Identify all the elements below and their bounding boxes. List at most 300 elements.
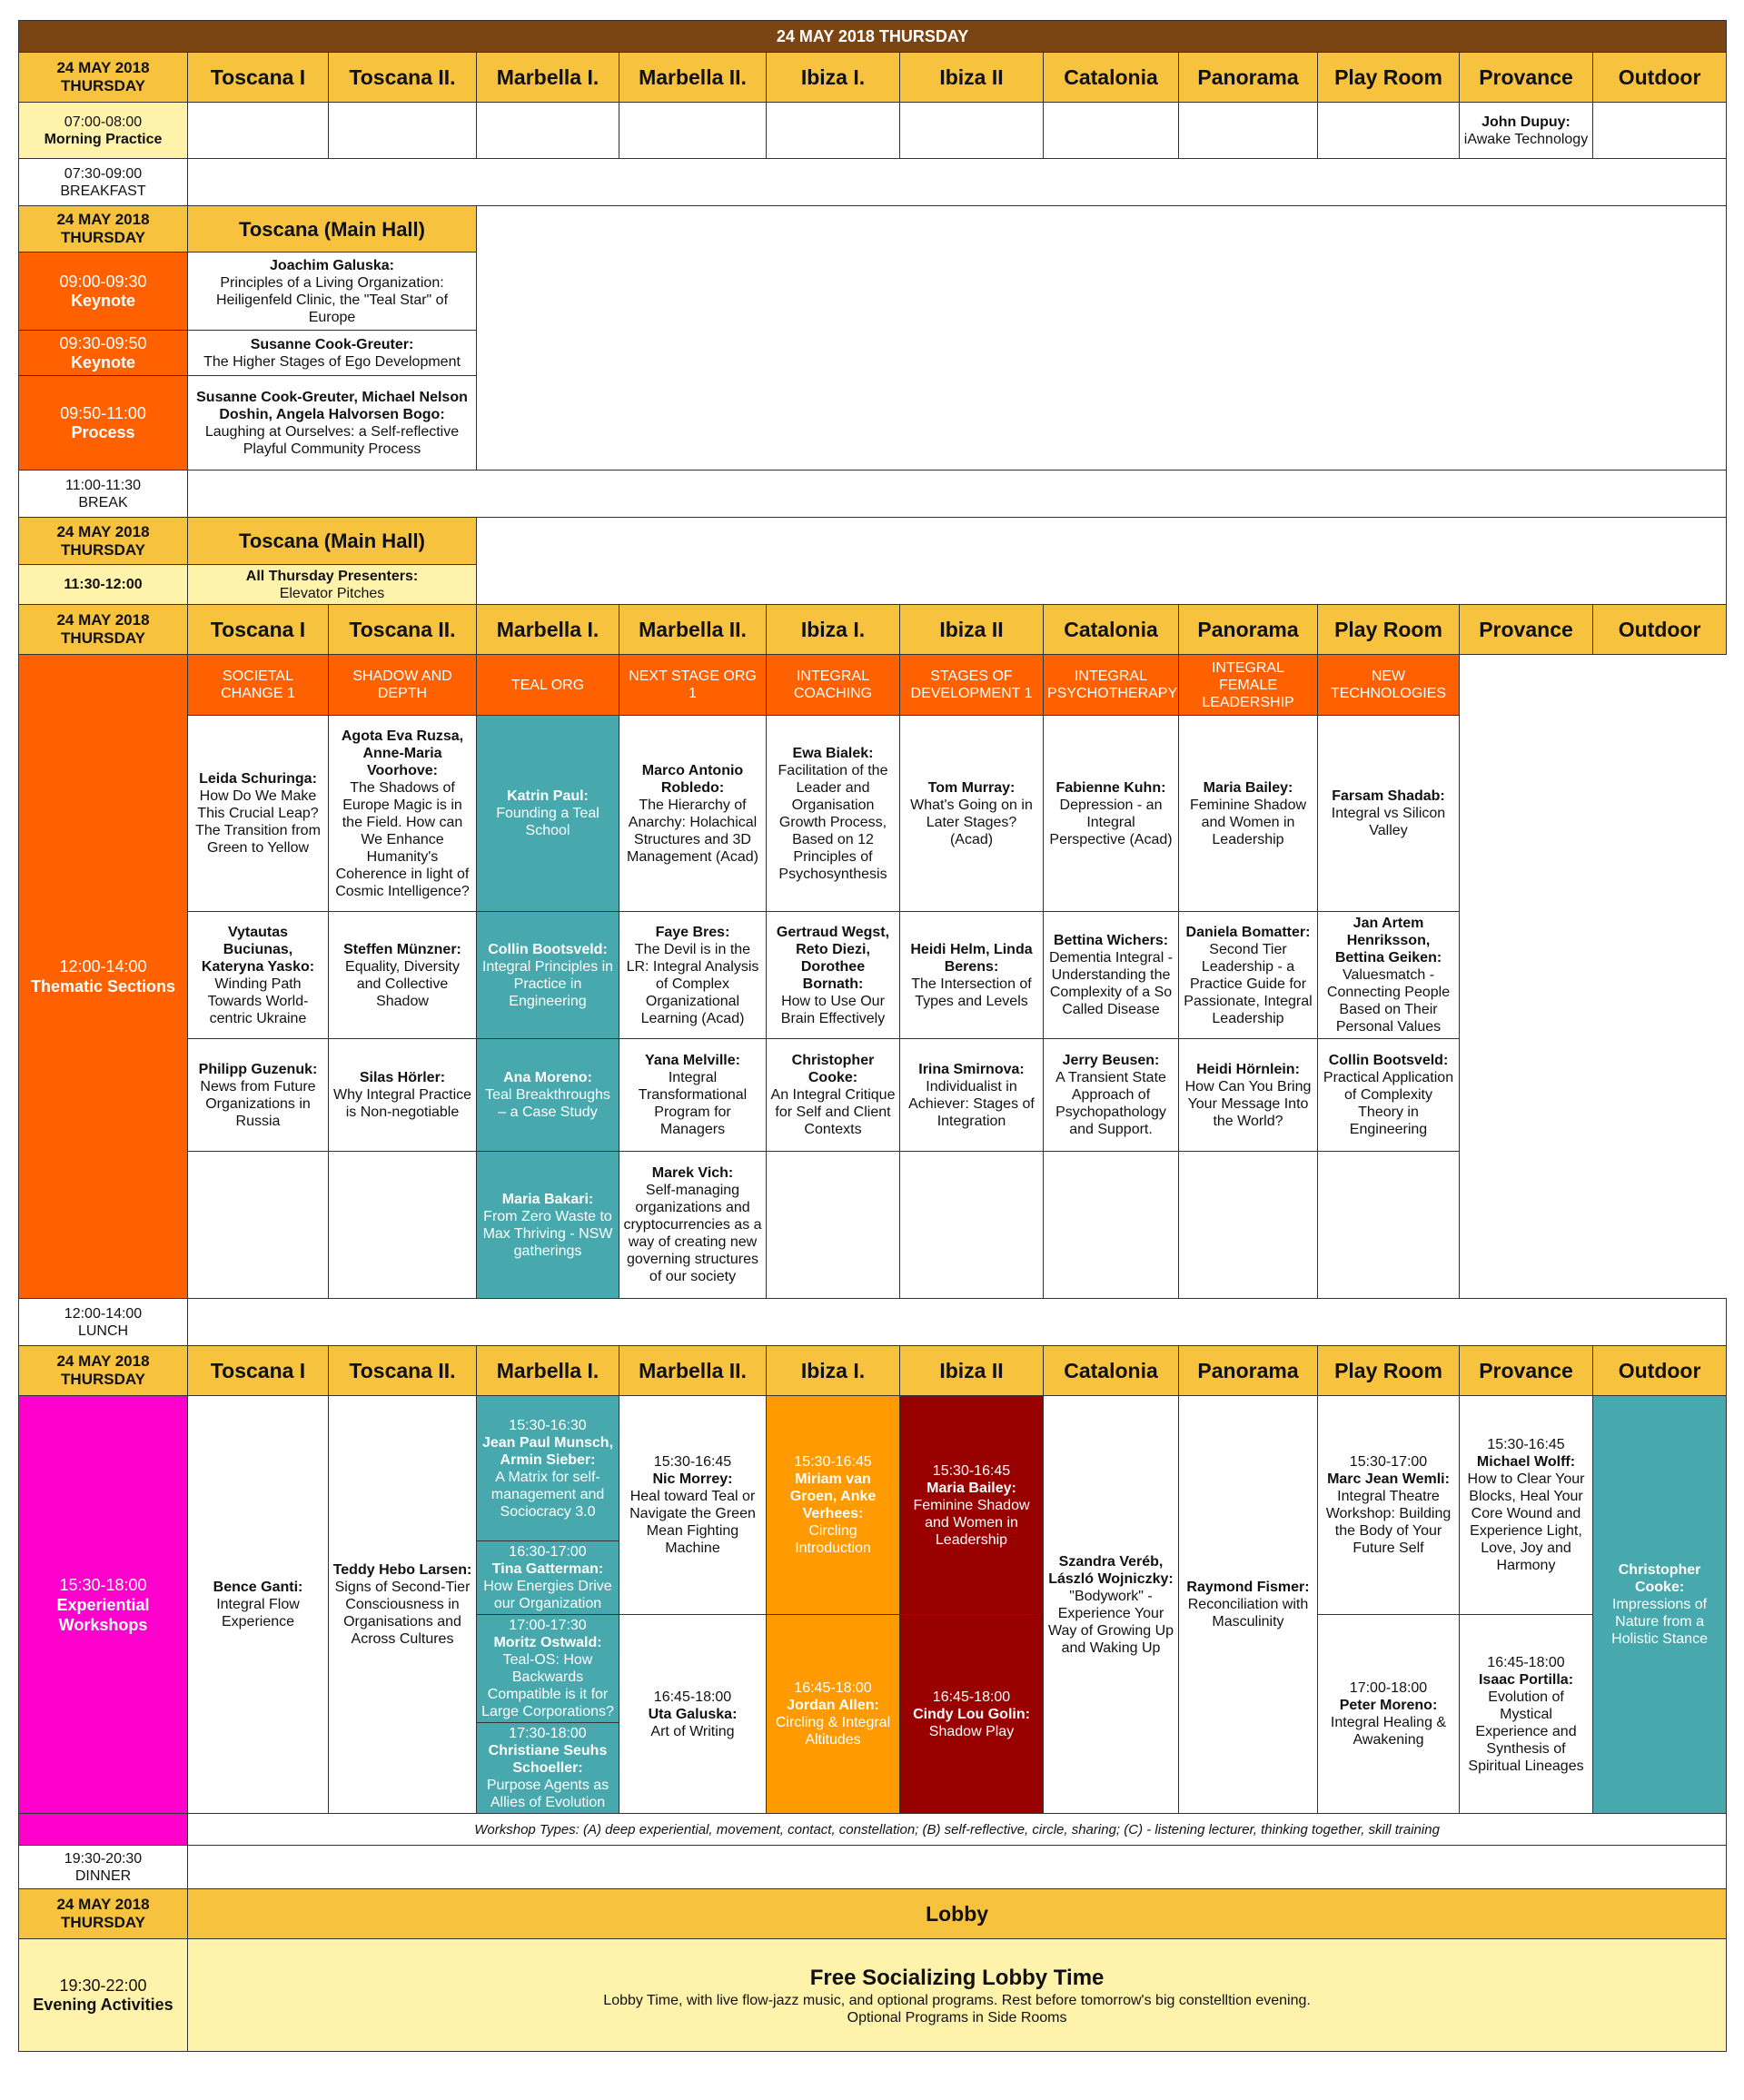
lobby-line-2: Optional Programs in Side Rooms bbox=[847, 2009, 1067, 2026]
session-card[interactable] bbox=[1318, 1039, 1460, 1152]
room-header: Toscana I bbox=[188, 53, 329, 103]
date-label bbox=[19, 1346, 188, 1396]
room-header: Marbella II. bbox=[619, 1346, 767, 1396]
evening-time-cell bbox=[19, 1939, 188, 2052]
lunch-span bbox=[188, 1299, 1727, 1346]
room-header: Ibiza II bbox=[900, 605, 1044, 655]
session-title: Why Integral Practice is Non-negotiable bbox=[332, 1087, 472, 1120]
pink-spacer bbox=[19, 1814, 188, 1846]
empty-area bbox=[1460, 655, 1727, 1299]
empty-cell bbox=[619, 103, 767, 159]
session-title: Signs of Second-Tier Consciousness in Organisations and Across Cultures bbox=[334, 1580, 471, 1647]
lobby-line-1: Lobby Time, with live flow-jazz music, and optional programs. Rest before tomorrow's big constelltion evening. bbox=[603, 1992, 1311, 2008]
presenter-name: Nic Morrey: bbox=[652, 1471, 733, 1487]
session-title: Feminine Shadow and Women in Leadership bbox=[913, 1497, 1030, 1548]
session-title: Integral Theatre Workshop: Building the Body of Your Future Self bbox=[1325, 1489, 1452, 1556]
presenter-name: Jan Artem Henriksson, Bettina Geiken: bbox=[1334, 916, 1442, 966]
empty-cell bbox=[1044, 1152, 1179, 1299]
session-title: Integral vs Silicon Valley bbox=[1331, 806, 1446, 838]
session-card[interactable] bbox=[1044, 1039, 1179, 1152]
slot-label: Keynote bbox=[70, 291, 135, 310]
session-title: Teal-OS: How Backwards Compatible is it for Large Corporations? bbox=[481, 1652, 614, 1719]
date-label bbox=[19, 53, 188, 103]
pitches-time-cell bbox=[19, 565, 188, 605]
session-title: Equality, Diversity and Collective Shadow bbox=[345, 958, 460, 1009]
room-header: Marbella II. bbox=[619, 53, 767, 103]
slot-time: 09:30-09:50 bbox=[59, 333, 147, 352]
slot-label: Process bbox=[71, 422, 135, 441]
slot-label: Experiential Workshops bbox=[56, 1595, 150, 1634]
session-time: 16:45-18:00 bbox=[653, 1689, 732, 1705]
presenter-name: All Thursday Presenters: bbox=[245, 568, 419, 584]
session-title: Reconciliation with Masculinity bbox=[1187, 1597, 1309, 1629]
room-header: Marbella II. bbox=[619, 605, 767, 655]
track-label: SHADOW AND DEPTH bbox=[329, 655, 477, 716]
session-card[interactable] bbox=[619, 1039, 767, 1152]
empty-area bbox=[477, 206, 1727, 471]
empty-cell bbox=[900, 103, 1044, 159]
session-title: A Matrix for self-management and Sociocracy 3.0 bbox=[490, 1469, 605, 1520]
lobby-title: Free Socializing Lobby Time bbox=[809, 1965, 1105, 1990]
session-card[interactable] bbox=[900, 1615, 1044, 1814]
presenter-name: Raymond Fismer: bbox=[1186, 1580, 1310, 1595]
room-header: Play Room bbox=[1318, 605, 1460, 655]
main-hall-header: Toscana (Main Hall) bbox=[188, 206, 477, 253]
room-header: Catalonia bbox=[1044, 605, 1179, 655]
session-card[interactable] bbox=[1044, 716, 1179, 912]
empty-cell bbox=[329, 103, 477, 159]
page-title: 24 MAY 2018 THURSDAY bbox=[19, 21, 1727, 53]
date-line-2: THURSDAY bbox=[61, 1914, 145, 1931]
session-title: News from Future Organizations in Russia bbox=[200, 1078, 316, 1129]
session-title: The Shadows of Europe Magic is in the Field. How can We Enhance Humanity's Coherence in light of Cosmic Intelligence? bbox=[335, 779, 470, 899]
break-time: 11:00-11:30 bbox=[64, 477, 142, 493]
session-title: iAwake Technology bbox=[1463, 131, 1589, 147]
empty-area bbox=[477, 518, 1727, 605]
empty-cell bbox=[767, 1152, 900, 1299]
room-header: Toscana II. bbox=[329, 605, 477, 655]
session-card[interactable] bbox=[767, 1396, 900, 1615]
session-title: Winding Path Towards World-centric Ukraine bbox=[207, 976, 309, 1026]
date-label bbox=[19, 605, 188, 655]
presenter-name: Marco Antonio Robledo: bbox=[641, 762, 744, 796]
presenter-name: Susanne Cook-Greuter, Michael Nelson Doshin, Angela Halvorsen Bogo: bbox=[196, 389, 468, 422]
session-title: The Devil is in the LR: Integral Analysis of Complex Organizational Learning (Acad) bbox=[626, 941, 759, 1026]
session-title: Impressions of Nature from a Holistic Stance bbox=[1611, 1597, 1708, 1647]
track-label: INTEGRAL COACHING bbox=[767, 655, 900, 716]
session-time: 15:30-17:00 bbox=[1349, 1454, 1428, 1470]
presenter-name: Agota Eva Ruzsa, Anne-Maria Voorhove: bbox=[341, 728, 464, 778]
room-header: Panorama bbox=[1179, 53, 1318, 103]
session-time: 17:30-18:00 bbox=[509, 1726, 587, 1741]
date-line-1: 24 MAY 2018 bbox=[56, 1352, 150, 1370]
slot-label: Evening Activities bbox=[33, 1995, 173, 2014]
session-title: Heal toward Teal or Navigate the Green Mean Fighting Machine bbox=[629, 1489, 756, 1556]
session-card[interactable] bbox=[1179, 1396, 1318, 1814]
empty-cell bbox=[767, 103, 900, 159]
morning-time-cell bbox=[19, 103, 188, 159]
session-card[interactable] bbox=[1318, 1615, 1460, 1814]
breakfast-span bbox=[188, 159, 1727, 206]
room-header: Marbella I. bbox=[477, 605, 619, 655]
session-title: Founding a Teal School bbox=[496, 806, 600, 838]
session-title: Depression - an Integral Perspective (Acad) bbox=[1049, 797, 1173, 847]
morning-time: 07:00-08:00 bbox=[64, 114, 143, 130]
presenter-name: Maria Bailey: bbox=[1203, 779, 1293, 796]
session-card[interactable] bbox=[329, 716, 477, 912]
track-label: NEXT STAGE ORG 1 bbox=[619, 655, 767, 716]
date-line-2: THURSDAY bbox=[61, 77, 145, 94]
session-time: 15:30-16:30 bbox=[509, 1417, 587, 1433]
slot-time: 11:30-12:00 bbox=[64, 577, 143, 592]
session-title: How Energies Drive our Organization bbox=[483, 1579, 612, 1611]
room-header: Provance bbox=[1460, 53, 1593, 103]
lunch-cell bbox=[19, 1299, 188, 1346]
presenter-name: Heidi Helm, Linda Berens: bbox=[910, 941, 1033, 975]
session-title: Second Tier Leadership - a Practice Guide for Passionate, Integral Leadership bbox=[1184, 941, 1313, 1026]
session-title: "Bodywork" - Experience Your Way of Growing Up and Waking Up bbox=[1047, 1588, 1174, 1656]
date-label bbox=[19, 518, 188, 565]
date-line-2: THURSDAY bbox=[61, 540, 145, 559]
session-card[interactable] bbox=[188, 1039, 329, 1152]
presenter-name: Miriam van Groen, Anke Verhees: bbox=[789, 1471, 877, 1521]
room-header: Ibiza I. bbox=[767, 1346, 900, 1396]
date-line-1: 24 MAY 2018 bbox=[56, 522, 150, 540]
presenter-name: Leida Schuringa: bbox=[199, 771, 317, 787]
session-card[interactable] bbox=[188, 912, 329, 1039]
session-card[interactable] bbox=[188, 253, 477, 331]
room-header: Play Room bbox=[1318, 1346, 1460, 1396]
session-title: Purpose Agents as Allies of Evolution bbox=[486, 1778, 609, 1810]
empty-cell bbox=[1318, 103, 1460, 159]
session-time: 17:00-18:00 bbox=[1349, 1680, 1428, 1696]
session-time: 15:30-16:45 bbox=[932, 1462, 1011, 1479]
room-header: Ibiza II bbox=[900, 1346, 1044, 1396]
session-title: How to Use Our Brain Effectively bbox=[780, 993, 886, 1026]
slot-label: Keynote bbox=[70, 352, 135, 371]
session-title: Valuesmatch - Connecting People Based on Their Personal Values bbox=[1326, 967, 1451, 1035]
session-card[interactable] bbox=[329, 1039, 477, 1152]
room-header: Ibiza I. bbox=[767, 53, 900, 103]
session-title: Facilitation of the Leader and Organisation Growth Process, Based on 12 Principles of Psychosynthesis bbox=[778, 762, 888, 882]
track-label: SOCIETAL CHANGE 1 bbox=[188, 655, 329, 716]
session-time: 16:30-17:00 bbox=[509, 1544, 587, 1560]
session-card[interactable] bbox=[477, 716, 619, 912]
session-card[interactable] bbox=[619, 912, 767, 1039]
session-card[interactable] bbox=[477, 912, 619, 1039]
session-title: Circling Introduction bbox=[795, 1523, 871, 1556]
session-title: The Intersection of Types and Levels bbox=[911, 976, 1032, 1009]
presenter-name: Maria Bakari: bbox=[501, 1191, 594, 1207]
track-label: STAGES OF DEVELOPMENT 1 bbox=[900, 655, 1044, 716]
empty-cell bbox=[329, 1152, 477, 1299]
session-card[interactable] bbox=[1460, 103, 1593, 159]
session-card[interactable] bbox=[188, 716, 329, 912]
dinner-cell bbox=[19, 1846, 188, 1889]
session-card[interactable] bbox=[619, 1396, 767, 1615]
session-title: Elevator Pitches bbox=[279, 585, 385, 601]
track-label: TEAL ORG bbox=[477, 655, 619, 716]
track-label: INTEGRAL PSYCHOTHERAPY bbox=[1044, 655, 1179, 716]
date-line-2: THURSDAY bbox=[61, 629, 145, 647]
rooms-header-row bbox=[19, 1346, 1727, 1396]
presenter-name: Isaac Portilla: bbox=[1478, 1671, 1574, 1688]
session-title: What's Going on in Later Stages? (Acad) bbox=[910, 797, 1033, 847]
presenter-name: Moritz Ostwald: bbox=[493, 1635, 602, 1650]
room-header: Toscana I bbox=[188, 1346, 329, 1396]
session-card[interactable] bbox=[1318, 912, 1460, 1039]
session-title: Art of Writing bbox=[650, 1723, 735, 1739]
session-card[interactable] bbox=[900, 912, 1044, 1039]
room-header: Toscana II. bbox=[329, 1346, 477, 1396]
room-header: Provance bbox=[1460, 1346, 1593, 1396]
session-card[interactable] bbox=[767, 1039, 900, 1152]
date-line-2: THURSDAY bbox=[61, 1371, 145, 1388]
session-title: Evolution of Mystical Experience and Synthesis of Spiritual Lineages bbox=[1468, 1689, 1584, 1774]
presenter-name: Uta Galuska: bbox=[648, 1706, 738, 1722]
presenter-name: Philipp Guzenuk: bbox=[198, 1061, 318, 1077]
track-label: INTEGRAL FEMALE LEADERSHIP bbox=[1179, 655, 1318, 716]
session-title: Integral Flow Experience bbox=[216, 1597, 300, 1629]
dinner-time: 19:30-20:30 bbox=[64, 1850, 143, 1867]
lunch-time: 12:00-14:00 bbox=[64, 1305, 143, 1322]
session-card[interactable] bbox=[1318, 716, 1460, 912]
tracks-row bbox=[19, 655, 1727, 716]
session-card[interactable] bbox=[1044, 1396, 1179, 1814]
empty-cell bbox=[188, 103, 329, 159]
session-card[interactable] bbox=[477, 1615, 619, 1723]
rooms-header-row bbox=[19, 605, 1727, 655]
presenter-name: Szandra Veréb, László Wojniczky: bbox=[1048, 1553, 1174, 1587]
presenter-name: Christopher Cooke: bbox=[791, 1053, 875, 1085]
room-header: Marbella I. bbox=[477, 53, 619, 103]
room-header: Catalonia bbox=[1044, 53, 1179, 103]
date-label bbox=[19, 1889, 188, 1939]
session-time: 15:30-16:45 bbox=[1487, 1437, 1565, 1452]
slot-time: 09:00-09:30 bbox=[59, 272, 147, 291]
room-header: Ibiza II bbox=[900, 53, 1044, 103]
presenter-name: Silas Hörler: bbox=[359, 1070, 446, 1085]
session-title: A Transient State Approach of Psychopathology and Support. bbox=[1055, 1070, 1166, 1137]
room-header: Toscana II. bbox=[329, 53, 477, 103]
lobby-header: Lobby bbox=[188, 1889, 1727, 1939]
presenter-name: Christopher Cooke: bbox=[1618, 1562, 1701, 1595]
session-card[interactable] bbox=[477, 1152, 619, 1299]
session-title: Practical Application of Complexity Theory in Engineering bbox=[1323, 1070, 1454, 1137]
date-label bbox=[19, 206, 188, 253]
session-title: From Zero Waste to Max Thriving - NSW gatherings bbox=[482, 1208, 613, 1259]
room-header: Marbella I. bbox=[477, 1346, 619, 1396]
session-title: Dementia Integral - Understanding the Complexity of a So Called Disease bbox=[1048, 950, 1174, 1017]
session-card[interactable] bbox=[329, 1396, 477, 1814]
session-card[interactable] bbox=[329, 912, 477, 1039]
room-header: Toscana I bbox=[188, 605, 329, 655]
break-label: BREAK bbox=[78, 494, 128, 510]
keynote2-time-cell bbox=[19, 331, 188, 376]
session-card[interactable] bbox=[188, 565, 477, 605]
thematic-time-cell bbox=[19, 655, 188, 1299]
slot-time: 12:00-14:00 bbox=[59, 957, 147, 976]
room-header: Catalonia bbox=[1044, 1346, 1179, 1396]
session-card[interactable] bbox=[477, 1541, 619, 1615]
session-card[interactable] bbox=[1460, 1615, 1593, 1814]
presenter-name: Collin Bootsveld: bbox=[488, 941, 608, 957]
session-card[interactable] bbox=[900, 1396, 1044, 1615]
presenter-name: Daniela Bomatter: bbox=[1185, 924, 1311, 940]
session-card[interactable] bbox=[188, 331, 477, 376]
schedule-table bbox=[18, 20, 1727, 2052]
dinner-span bbox=[188, 1846, 1727, 1889]
session-card[interactable] bbox=[188, 376, 477, 471]
empty-cell bbox=[1044, 103, 1179, 159]
session-time: 16:45-18:00 bbox=[794, 1680, 872, 1696]
slot-time: 09:50-11:00 bbox=[60, 403, 146, 422]
process-time-cell bbox=[19, 376, 188, 471]
session-card[interactable] bbox=[900, 1039, 1044, 1152]
workshops-time-cell bbox=[19, 1396, 188, 1814]
presenter-name: Marc Jean Wemli: bbox=[1327, 1471, 1450, 1487]
session-card[interactable] bbox=[900, 716, 1044, 912]
empty-cell bbox=[1179, 1152, 1318, 1299]
session-card[interactable] bbox=[188, 1396, 329, 1814]
session-title: Integral Transformational Program for Managers bbox=[638, 1070, 748, 1137]
schedule-grid bbox=[18, 20, 1726, 2052]
session-card[interactable] bbox=[619, 1152, 767, 1299]
room-header: Panorama bbox=[1179, 605, 1318, 655]
presenter-name: Joachim Galuska: bbox=[270, 257, 394, 273]
session-card[interactable] bbox=[1460, 1396, 1593, 1615]
rooms-header-row bbox=[19, 53, 1727, 103]
session-card[interactable] bbox=[477, 1396, 619, 1541]
presenter-name: Peter Moreno: bbox=[1339, 1698, 1438, 1713]
break-cell bbox=[19, 471, 188, 518]
presenter-name: Yana Melville: bbox=[645, 1053, 740, 1068]
session-title: How to Clear Your Blocks, Heal Your Core Wound and Experience Light, Love, Joy and Harmony bbox=[1467, 1471, 1585, 1573]
presenter-name: Heidi Hörnlein: bbox=[1196, 1061, 1300, 1077]
session-card[interactable] bbox=[1593, 1396, 1727, 1814]
session-title: Shadow Play bbox=[928, 1723, 1015, 1739]
presenter-name: Steffen Münzner: bbox=[343, 941, 461, 957]
slot-time: 19:30-22:00 bbox=[59, 1976, 147, 1995]
session-title: Teal Breakthroughs – a Case Study bbox=[485, 1087, 610, 1120]
presenter-name: Ewa Bialek: bbox=[792, 745, 874, 761]
room-header: Provance bbox=[1460, 605, 1593, 655]
empty-cell bbox=[900, 1152, 1044, 1299]
room-header: Play Room bbox=[1318, 53, 1460, 103]
keynote1-time-cell bbox=[19, 253, 188, 331]
session-card[interactable] bbox=[1179, 912, 1318, 1039]
presenter-name: Tina Gatterman: bbox=[491, 1561, 604, 1577]
presenter-name: Collin Bootsveld: bbox=[1328, 1053, 1449, 1068]
breakfast-label: BREAKFAST bbox=[60, 183, 146, 199]
session-title: Circling & Integral Altitudes bbox=[775, 1715, 891, 1748]
date-line-1: 24 MAY 2018 bbox=[56, 611, 150, 629]
lobby-content bbox=[188, 1939, 1727, 2052]
presenter-name: Ana Moreno: bbox=[503, 1070, 592, 1085]
session-card[interactable] bbox=[1179, 716, 1318, 912]
session-title: How Can You Bring Your Message Into the World? bbox=[1184, 1078, 1312, 1129]
empty-cell bbox=[477, 103, 619, 159]
main-hall-header: Toscana (Main Hall) bbox=[188, 518, 477, 565]
presenter-name: Farsam Shadab: bbox=[1332, 788, 1445, 804]
session-time: 15:30-16:45 bbox=[794, 1454, 872, 1470]
date-line-1: 24 MAY 2018 bbox=[56, 211, 150, 228]
session-title: Laughing at Ourselves: a Self-reflective Playful Community Process bbox=[204, 423, 460, 457]
session-card[interactable] bbox=[767, 716, 900, 912]
presenter-name: Michael Wolff: bbox=[1476, 1454, 1576, 1470]
date-line-1: 24 MAY 2018 bbox=[56, 59, 150, 76]
session-card[interactable] bbox=[619, 716, 767, 912]
presenter-name: John Dupuy: bbox=[1481, 114, 1571, 130]
presenter-name: Katrin Paul: bbox=[507, 788, 589, 804]
track-label: NEW TECHNOLOGIES bbox=[1318, 655, 1460, 716]
presenter-name: Fabienne Kuhn: bbox=[1055, 779, 1166, 796]
session-title: Feminine Shadow and Women in Leadership bbox=[1189, 797, 1307, 847]
date-line-1: 24 MAY 2018 bbox=[56, 1896, 150, 1913]
lunch-label: LUNCH bbox=[77, 1322, 129, 1339]
slot-label: Thematic Sections bbox=[30, 977, 176, 996]
breakfast-cell bbox=[19, 159, 188, 206]
presenter-name: Christiane Seuhs Schoeller: bbox=[488, 1743, 608, 1776]
break-span bbox=[188, 471, 1727, 518]
presenter-name: Tom Murray: bbox=[927, 779, 1016, 796]
session-time: 16:45-18:00 bbox=[1487, 1654, 1565, 1670]
session-title: Integral Healing & Awakening bbox=[1330, 1715, 1447, 1748]
presenter-name: Jordan Allen: bbox=[787, 1698, 879, 1713]
presenter-name: Maria Bailey: bbox=[926, 1480, 1016, 1496]
workshop-types-note: Workshop Types: (A) deep experiential, movement, contact, constellation; (B) self-reflective, circle, sharing; (C) - listening lecturer, thinking together, skill training bbox=[188, 1814, 1727, 1846]
session-title: Integral Principles in Practice in Engineering bbox=[481, 958, 614, 1009]
morning-label: Morning Practice bbox=[44, 131, 163, 147]
presenter-name: Gertraud Wegst, Reto Diezi, Dorothee Bornath: bbox=[776, 924, 890, 992]
session-card[interactable] bbox=[767, 912, 900, 1039]
slot-time: 15:30-18:00 bbox=[59, 1575, 147, 1594]
empty-cell bbox=[1179, 103, 1318, 159]
session-card[interactable] bbox=[1044, 912, 1179, 1039]
presenter-name: Bettina Wichers: bbox=[1053, 933, 1169, 948]
empty-cell bbox=[188, 1152, 329, 1299]
session-card[interactable] bbox=[477, 1039, 619, 1152]
room-header: Ibiza I. bbox=[767, 605, 900, 655]
room-header: Panorama bbox=[1179, 1346, 1318, 1396]
presenter-name: Irina Smirnova: bbox=[918, 1061, 1025, 1077]
session-title: An Integral Critique for Self and Client Contexts bbox=[770, 1087, 896, 1137]
session-card[interactable] bbox=[619, 1615, 767, 1814]
session-card[interactable] bbox=[1318, 1396, 1460, 1615]
session-time: 16:45-18:00 bbox=[932, 1689, 1011, 1705]
session-title: Principles of a Living Organization: Heiligenfeld Clinic, the "Teal Star" of Europe bbox=[215, 274, 449, 325]
session-title: The Higher Stages of Ego Development bbox=[203, 353, 461, 370]
session-card[interactable] bbox=[477, 1723, 619, 1814]
empty-cell bbox=[1318, 1152, 1460, 1299]
empty-cell bbox=[1593, 103, 1727, 159]
room-header: Outdoor bbox=[1593, 605, 1727, 655]
presenter-name: Bence Ganti: bbox=[213, 1580, 303, 1595]
presenter-name: Faye Bres: bbox=[655, 924, 730, 940]
session-title: The Hierarchy of Anarchy: Holachical Structures and 3D Management (Acad) bbox=[627, 797, 758, 865]
session-time: 17:00-17:30 bbox=[509, 1618, 587, 1633]
session-card[interactable] bbox=[767, 1615, 900, 1814]
room-header: Outdoor bbox=[1593, 1346, 1727, 1396]
presenter-name: Cindy Lou Golin: bbox=[913, 1706, 1030, 1722]
presenter-name: Susanne Cook-Greuter: bbox=[250, 336, 414, 352]
presenter-name: Jerry Beusen: bbox=[1062, 1053, 1160, 1068]
presenter-name: Jean Paul Munsch, Armin Sieber: bbox=[481, 1434, 614, 1468]
breakfast-time: 07:30-09:00 bbox=[64, 165, 143, 182]
session-card[interactable] bbox=[1179, 1039, 1318, 1152]
presenter-name: Teddy Hebo Larsen: bbox=[332, 1562, 472, 1578]
date-line-2: THURSDAY bbox=[61, 229, 145, 246]
